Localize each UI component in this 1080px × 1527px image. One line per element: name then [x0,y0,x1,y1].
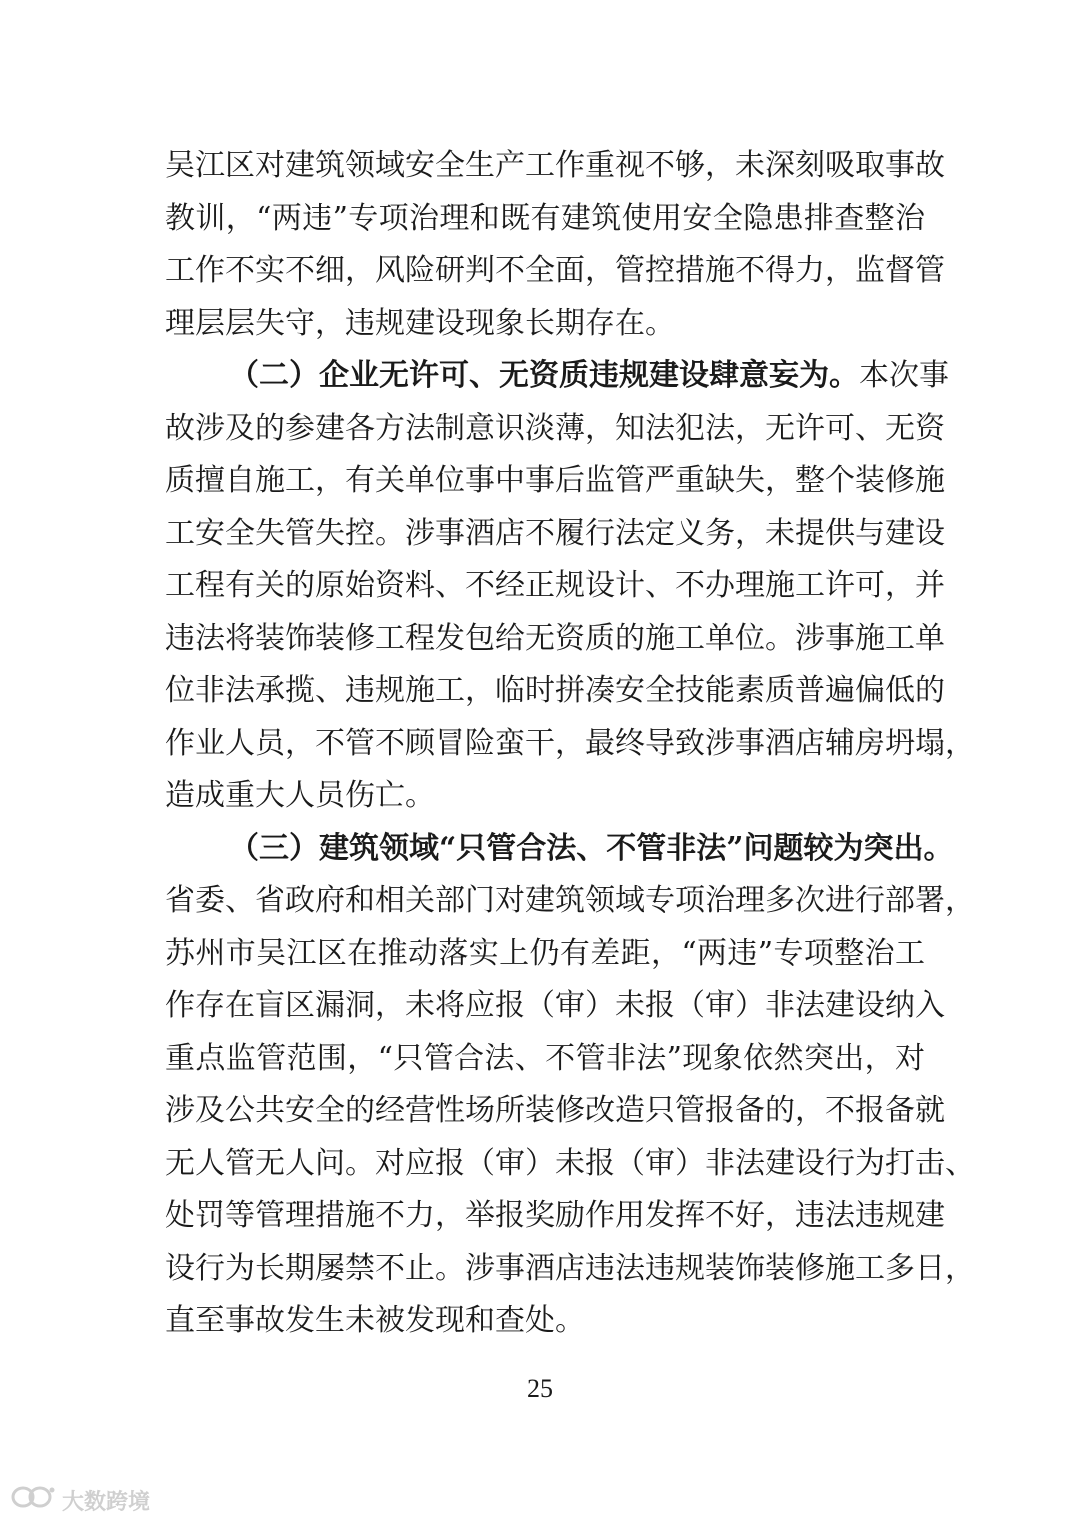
watermark [10,1483,150,1517]
body-line: 作存在盲区漏洞，未将应报（审）未报（审）非法建设纳入 [165,988,945,1023]
body-line: 苏州市吴江区在推动落实上仍有差距，“两违”专项整治工 [165,936,925,971]
watermark-text: 大数跨境 [62,1489,151,1515]
body-line: 吴江区对建筑领域安全生产工作重视不够，未深刻吸取事故 [165,148,945,183]
body-line: 无人管无人问。对应报（审）未报（审）非法建设行为打击、 [165,1146,975,1181]
section-2-first-line-rest: 本次事 [859,358,949,393]
body-line: 重点监管范围，“只管合法、不管非法”现象依然突出，对 [165,1041,925,1076]
section-3-heading: （三）建筑领域“只管合法、不管非法”问题较为突出。 [229,831,954,866]
body-line: 涉及公共安全的经营性场所装修改造只管报备的，不报备就 [165,1093,945,1128]
body-line: 作业人员，不管不顾冒险蛮干，最终导致涉事酒店辅房坍塌， [165,726,975,761]
section-2-heading: （二）企业无许可、无资质违规建设肆意妄为。 [229,358,859,393]
body-line: 质擅自施工，有关单位事中事后监管严重缺失，整个装修施 [165,463,945,498]
body-line: 设行为长期屡禁不止。涉事酒店违法违规装饰装修施工多日， [165,1251,975,1286]
body-line: 省委、省政府和相关部门对建筑领域专项治理多次进行部署， [165,883,975,918]
double-loop-logo-icon [10,1484,56,1516]
body-line: 处罚等管理措施不力，举报奖励作用发挥不好，违法违规建 [165,1198,945,1233]
body-line: 教训，“两违”专项治理和既有建筑使用安全隐患排查整治 [165,201,925,236]
body-line: 违法将装饰装修工程发包给无资质的施工单位。涉事施工单 [165,621,945,656]
body-line: 故涉及的参建各方法制意识淡薄，知法犯法，无许可、无资 [165,411,945,446]
section-2-first-line [229,349,949,402]
body-line: 工作不实不细，风险研判不全面，管控措施不得力，监督管 [165,253,945,288]
body-line: 工安全失管失控。涉事酒店不履行法定义务，未提供与建设 [165,516,945,551]
body-line: 位非法承揽、违规施工，临时拼凑安全技能素质普遍偏低的 [165,673,945,708]
page-number: 25 [527,1374,553,1403]
body-line: 理层层失守，违规建设现象长期存在。 [165,306,675,341]
body-line: 工程有关的原始资料、不经正规设计、不办理施工许可，并 [165,568,945,603]
body-line: 直至事故发生未被发现和查处。 [165,1303,585,1338]
body-line: 造成重大人员伤亡。 [165,778,435,813]
